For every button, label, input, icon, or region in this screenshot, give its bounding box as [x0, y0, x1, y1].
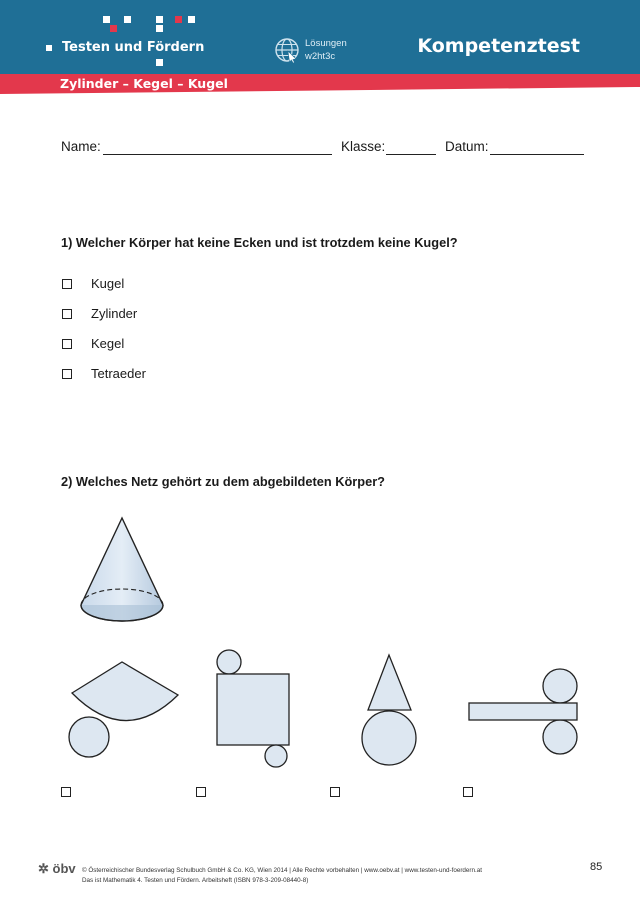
cone-sector-net-icon[interactable] — [69, 662, 178, 757]
star-icon: ✲ — [38, 861, 49, 876]
solutions-link[interactable] — [305, 37, 347, 63]
net-4-checkbox[interactable] — [463, 787, 473, 797]
page-title: Kompetenztest — [417, 35, 580, 57]
solutions-code: w2ht3c — [305, 51, 336, 62]
page-number: 85 — [590, 861, 603, 873]
question-2-figures — [0, 505, 640, 805]
checkbox[interactable] — [62, 309, 72, 319]
option-label: Tetraeder — [91, 366, 146, 381]
globe-icon[interactable] — [274, 37, 300, 63]
book-line: Das ist Mathematik 4. Testen und Fördern. Arbeitsheft (ISBN 978-3-209-08440-8) — [82, 877, 309, 884]
net-2-checkbox[interactable] — [196, 787, 206, 797]
name-field[interactable] — [103, 154, 332, 155]
brand-name: Testen und Fördern — [62, 40, 205, 55]
checkbox[interactable] — [62, 279, 72, 289]
name-label: Name: — [61, 139, 101, 154]
publisher-logo-text: öbv — [52, 861, 76, 876]
brand-bullet — [46, 45, 52, 51]
option-label: Kegel — [91, 336, 125, 351]
checkbox[interactable] — [62, 339, 72, 349]
solutions-label: Lösungen — [305, 38, 347, 49]
date-label: Datum: — [445, 139, 489, 154]
topic-title: Zylinder – Kegel – Kugel — [60, 76, 228, 91]
header-bar — [0, 0, 640, 74]
net-3-checkbox[interactable] — [330, 787, 340, 797]
brand-logo-dots — [0, 0, 200, 74]
cone-icon — [81, 518, 163, 621]
question-1: 1) Welcher Körper hat keine Ecken und ist trotzdem keine Kugel? — [61, 235, 458, 250]
checkbox[interactable] — [62, 369, 72, 379]
publisher-logo — [38, 861, 76, 877]
rectangle-two-circles-net-icon[interactable] — [469, 669, 577, 754]
date-field[interactable] — [490, 154, 584, 155]
net-1-checkbox[interactable] — [61, 787, 71, 797]
copyright-line: © Österreichischer Bundesverlag Schulbuch GmbH & Co. KG, Wien 2014 | Alle Rechte vorbehalten | www.oebv.at | www.testen-und-foerdern.at — [82, 867, 483, 874]
option-label: Kugel — [91, 276, 125, 291]
class-label: Klasse: — [341, 139, 386, 154]
student-info-row — [61, 139, 591, 159]
class-field[interactable] — [386, 154, 436, 155]
triangle-circle-net-icon[interactable] — [362, 655, 416, 765]
question-2: 2) Welches Netz gehört zu dem abgebildeten Körper? — [61, 474, 386, 489]
footer-text — [82, 866, 562, 886]
option-label: Zylinder — [91, 306, 138, 321]
square-two-circles-net-icon[interactable] — [217, 650, 289, 767]
